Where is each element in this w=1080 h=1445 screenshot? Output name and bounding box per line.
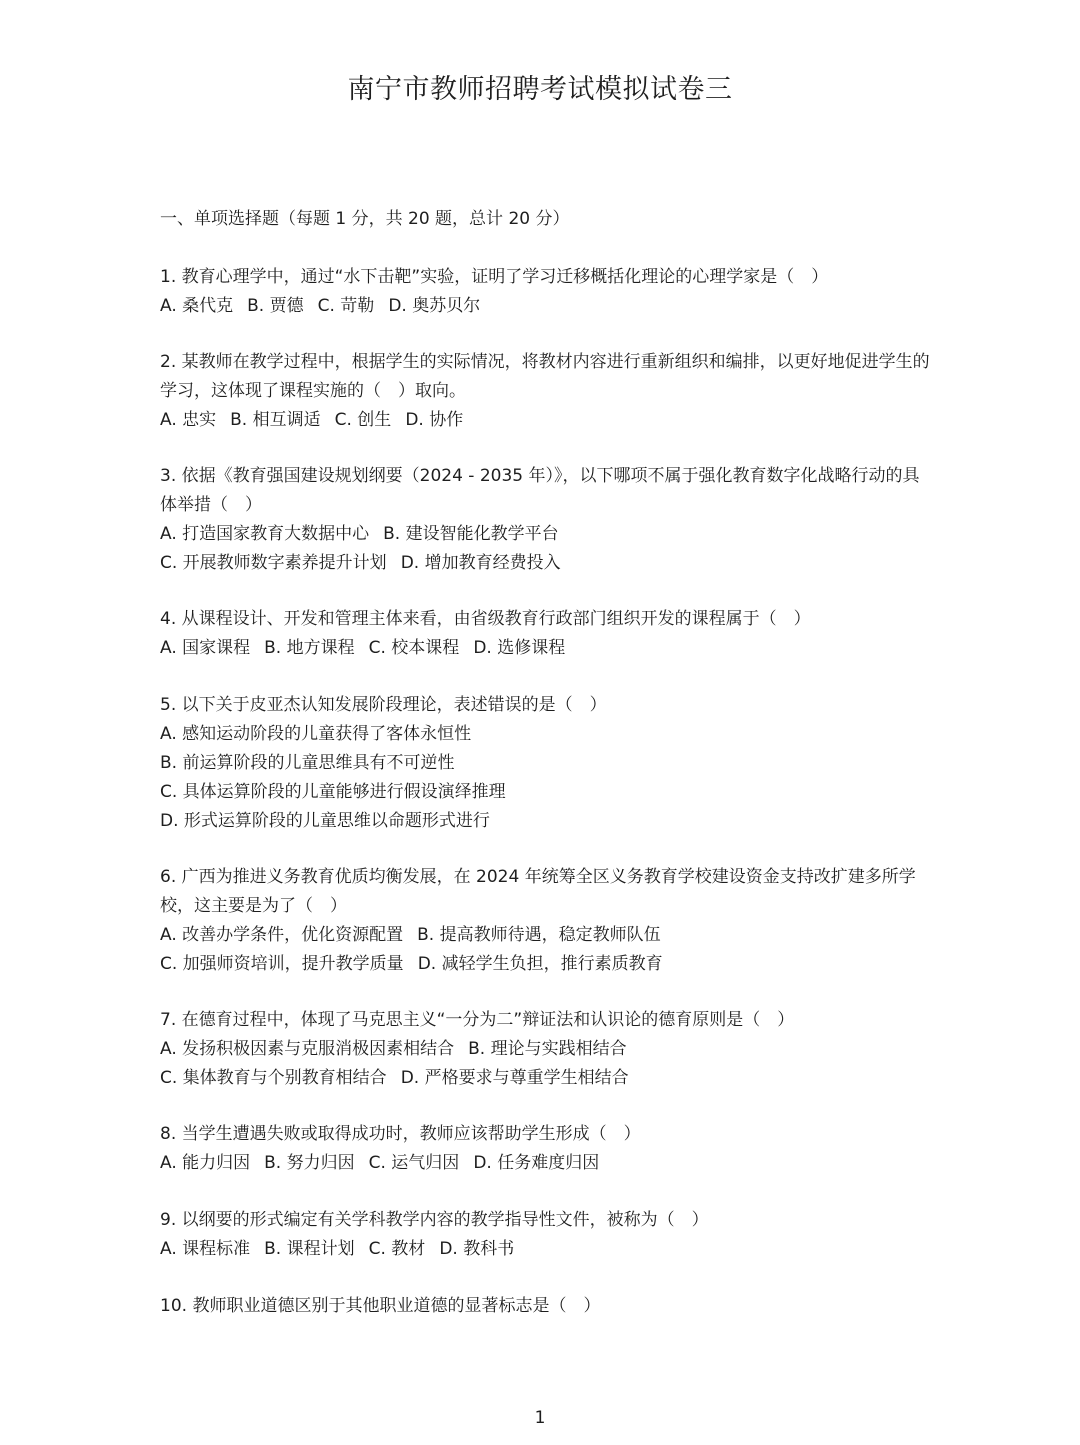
option-c: C. 创生 xyxy=(334,410,392,430)
question-options xyxy=(160,1149,930,1178)
question-7 xyxy=(160,1006,930,1093)
question-stem: 3. 依据《教育强国建设规划纲要（2024 - 2035 年）》，以下哪项不属于强化教育数字化战略行动的具体举措（ ） xyxy=(160,466,920,515)
question-stem: 5. 以下关于皮亚杰认知发展阶段理论，表述错误的是（ ） xyxy=(160,695,607,715)
option-a: A. 打造国家教育大数据中心 xyxy=(160,524,370,544)
page-title: 南宁市教师招聘考试模拟试卷三 xyxy=(347,74,733,105)
question-stem: 9. 以纲要的形式编定有关学科教学内容的教学指导性文件，被称为（ ） xyxy=(160,1210,709,1230)
option-b: B. 建设智能化教学平台 xyxy=(383,524,559,544)
option-a: A. 感知运动阶段的儿童获得了客体永恒性 xyxy=(160,724,472,744)
option-a: A. 发扬积极因素与克服消极因素相结合 xyxy=(160,1039,455,1059)
option-line xyxy=(160,520,930,549)
question-stem: 8. 当学生遭遇失败或取得成功时，教师应该帮助学生形成（ ） xyxy=(160,1124,641,1144)
question-options xyxy=(160,1035,930,1093)
question-5 xyxy=(160,691,930,836)
option-c: C. 校本课程 xyxy=(368,638,460,658)
option-d: D. 教科书 xyxy=(439,1239,515,1259)
option-c: C. 具体运算阶段的儿童能够进行假设演绎推理 xyxy=(160,782,506,802)
option-d: D. 任务难度归因 xyxy=(473,1153,600,1173)
option-b: B. 前运算阶段的儿童思维具有不可逆性 xyxy=(160,753,455,773)
question-options xyxy=(160,406,930,435)
option-line xyxy=(160,406,930,435)
option-d: D. 形式运算阶段的儿童思维以命题形式进行 xyxy=(160,811,490,831)
question-options xyxy=(160,1235,930,1264)
page-number: 1 xyxy=(534,1408,546,1428)
option-a: A. 课程标准 xyxy=(160,1239,251,1259)
question-options xyxy=(160,292,930,321)
question-stem: 1. 教育心理学中，通过“水下击靶”实验，证明了学习迁移概括化理论的心理学家是（ ） xyxy=(160,267,829,287)
section-heading: 一、单项选择题（每题 1 分，共 20 题，总计 20 分） xyxy=(160,209,570,229)
option-line xyxy=(160,1149,930,1178)
question-2 xyxy=(160,348,930,435)
option-b: B. 提高教师待遇，稳定教师队伍 xyxy=(417,925,661,945)
question-3 xyxy=(160,462,930,578)
option-c: C. 教材 xyxy=(368,1239,426,1259)
option-d: D. 减轻学生负担，推行素质教育 xyxy=(417,954,663,974)
question-8 xyxy=(160,1120,930,1178)
option-line xyxy=(160,634,930,663)
option-c: C. 运气归因 xyxy=(368,1153,460,1173)
option-d: D. 奥苏贝尔 xyxy=(388,296,481,316)
option-b: B. 相互调适 xyxy=(230,410,321,430)
option-a: A. 能力归因 xyxy=(160,1153,251,1173)
option-line xyxy=(160,549,930,578)
question-stem: 2. 某教师在教学过程中，根据学生的实际情况，将教材内容进行重新组织和编排，以更好地促进学生的学习，这体现了课程实施的（ ）取向。 xyxy=(160,352,930,401)
option-a: A. 国家课程 xyxy=(160,638,251,658)
question-options xyxy=(160,634,930,663)
option-line xyxy=(160,1235,930,1264)
option-c: C. 集体教育与个别教育相结合 xyxy=(160,1068,387,1088)
option-d: D. 协作 xyxy=(405,410,464,430)
option-d: D. 严格要求与尊重学生相结合 xyxy=(400,1068,629,1088)
option-b: B. 努力归因 xyxy=(264,1153,355,1173)
question-options xyxy=(160,921,930,979)
option-b: B. 贾德 xyxy=(247,296,304,316)
question-1 xyxy=(160,263,930,321)
question-stem: 4. 从课程设计、开发和管理主体来看，由省级教育行政部门组织开发的课程属于（ ） xyxy=(160,609,811,629)
option-d: D. 增加教育经费投入 xyxy=(400,553,561,573)
question-stem: 7. 在德育过程中，体现了马克思主义“一分为二”辩证法和认识论的德育原则是（ ） xyxy=(160,1010,795,1030)
option-line xyxy=(160,921,930,950)
option-a: A. 忠实 xyxy=(160,410,217,430)
option-b: B. 理论与实践相结合 xyxy=(468,1039,627,1059)
option-a: A. 改善办学条件，优化资源配置 xyxy=(160,925,404,945)
option-b: B. 地方课程 xyxy=(264,638,355,658)
question-options xyxy=(160,720,930,836)
option-line xyxy=(160,950,930,979)
option-c: C. 苛勒 xyxy=(317,296,375,316)
option-line xyxy=(160,1035,930,1064)
option-line xyxy=(160,292,930,321)
question-stem: 6. 广西为推进义务教育优质均衡发展，在 2024 年统筹全区义务教育学校建设资金支持改扩建多所学校，这主要是为了（ ） xyxy=(160,867,916,916)
option-b: B. 课程计划 xyxy=(264,1239,355,1259)
question-4 xyxy=(160,605,930,663)
question-6 xyxy=(160,863,930,979)
question-10 xyxy=(160,1292,930,1321)
question-options xyxy=(160,520,930,578)
option-d: D. 选修课程 xyxy=(473,638,566,658)
option-c: C. 开展教师数字素养提升计划 xyxy=(160,553,387,573)
question-stem: 10. 教师职业道德区别于其他职业道德的显著标志是（ ） xyxy=(160,1296,601,1316)
option-c: C. 加强师资培训，提升教学质量 xyxy=(160,954,404,974)
option-a: A. 桑代克 xyxy=(160,296,234,316)
option-line xyxy=(160,1064,930,1093)
question-9 xyxy=(160,1206,930,1264)
